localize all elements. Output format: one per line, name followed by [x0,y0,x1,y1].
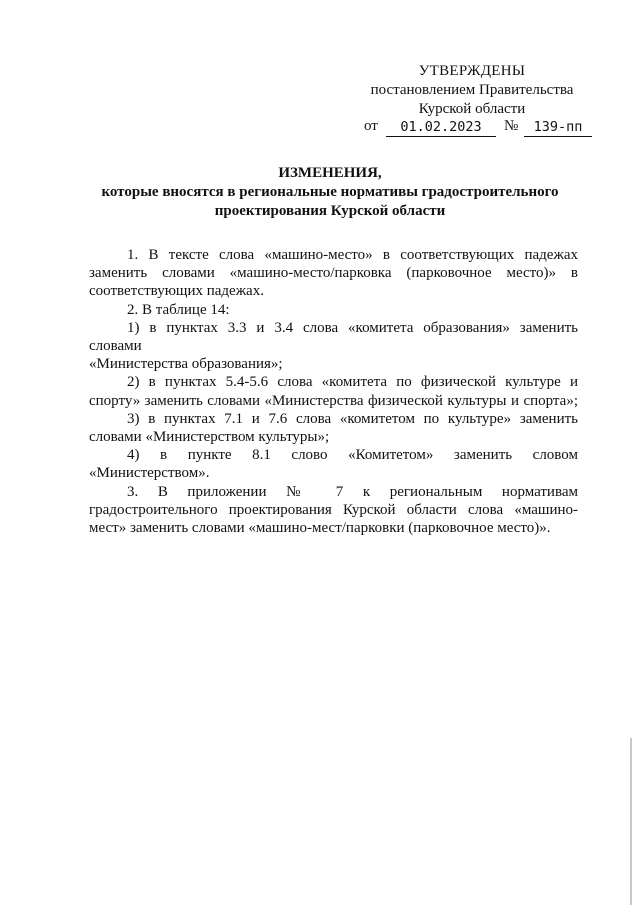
heading-line-2: проектирования Курской области [214,203,446,219]
date-value: 01.02.2023 [386,118,496,137]
p1-line-2: заменить словами «машино-место/парковка (парковочное место)» в [89,265,578,282]
approval-block [352,62,592,119]
p3-line-3: мест» заменить словами «машино-мест/парковки (парковочное место)». [89,520,551,537]
s2-line-1: 2) в пунктах 5.4-5.6 слова «комитета по физической культуре и [127,374,578,391]
p2-line-1: 2. В таблице 14: [127,301,230,318]
approval-date-number [364,118,594,138]
s1-line-1: 1) в пунктах 3.3 и 3.4 слова «комитета образования» заменить словами [89,319,578,355]
number-value: 139-пп [524,118,592,137]
document-heading [80,164,580,221]
approval-line-1: постановлением Правительства [370,82,574,98]
p3-line-1: 3. В приложении № 7 к региональным нормативам [127,483,578,500]
document-body [89,246,578,537]
date-label: от [364,118,378,134]
s4-line-2: «Министерством». [89,465,210,482]
p3-line-2: градостроительного проектирования Курской области слова «машино- [89,501,578,518]
s3-line-2: словами «Министерством культуры»; [89,429,330,446]
heading-title: ИЗМЕНЕНИЯ, [278,165,382,181]
s4-line-1: 4) в пункте 8.1 слово «Комитетом» заменить словом [127,447,578,464]
number-label: № [504,118,519,134]
p1-line-3: соответствующих падежах. [89,283,264,300]
s3-line-1: 3) в пунктах 7.1 и 7.6 слова «комитетом по культуре» заменить [127,410,578,427]
s1-line-2: «Министерства образования»; [89,356,283,373]
scan-edge-mark [630,738,632,905]
p1-line-1: 1. В тексте слова «машино-место» в соответствующих падежах [127,247,578,263]
approval-line-2: Курской области [418,101,526,117]
s2-line-2: спорту» заменить словами «Министерства физической культуры и спорта»; [89,392,578,409]
approval-title: УТВЕРЖДЕНЫ [418,63,526,79]
heading-line-1: которые вносятся в региональные нормативы градостроительного [101,184,559,200]
